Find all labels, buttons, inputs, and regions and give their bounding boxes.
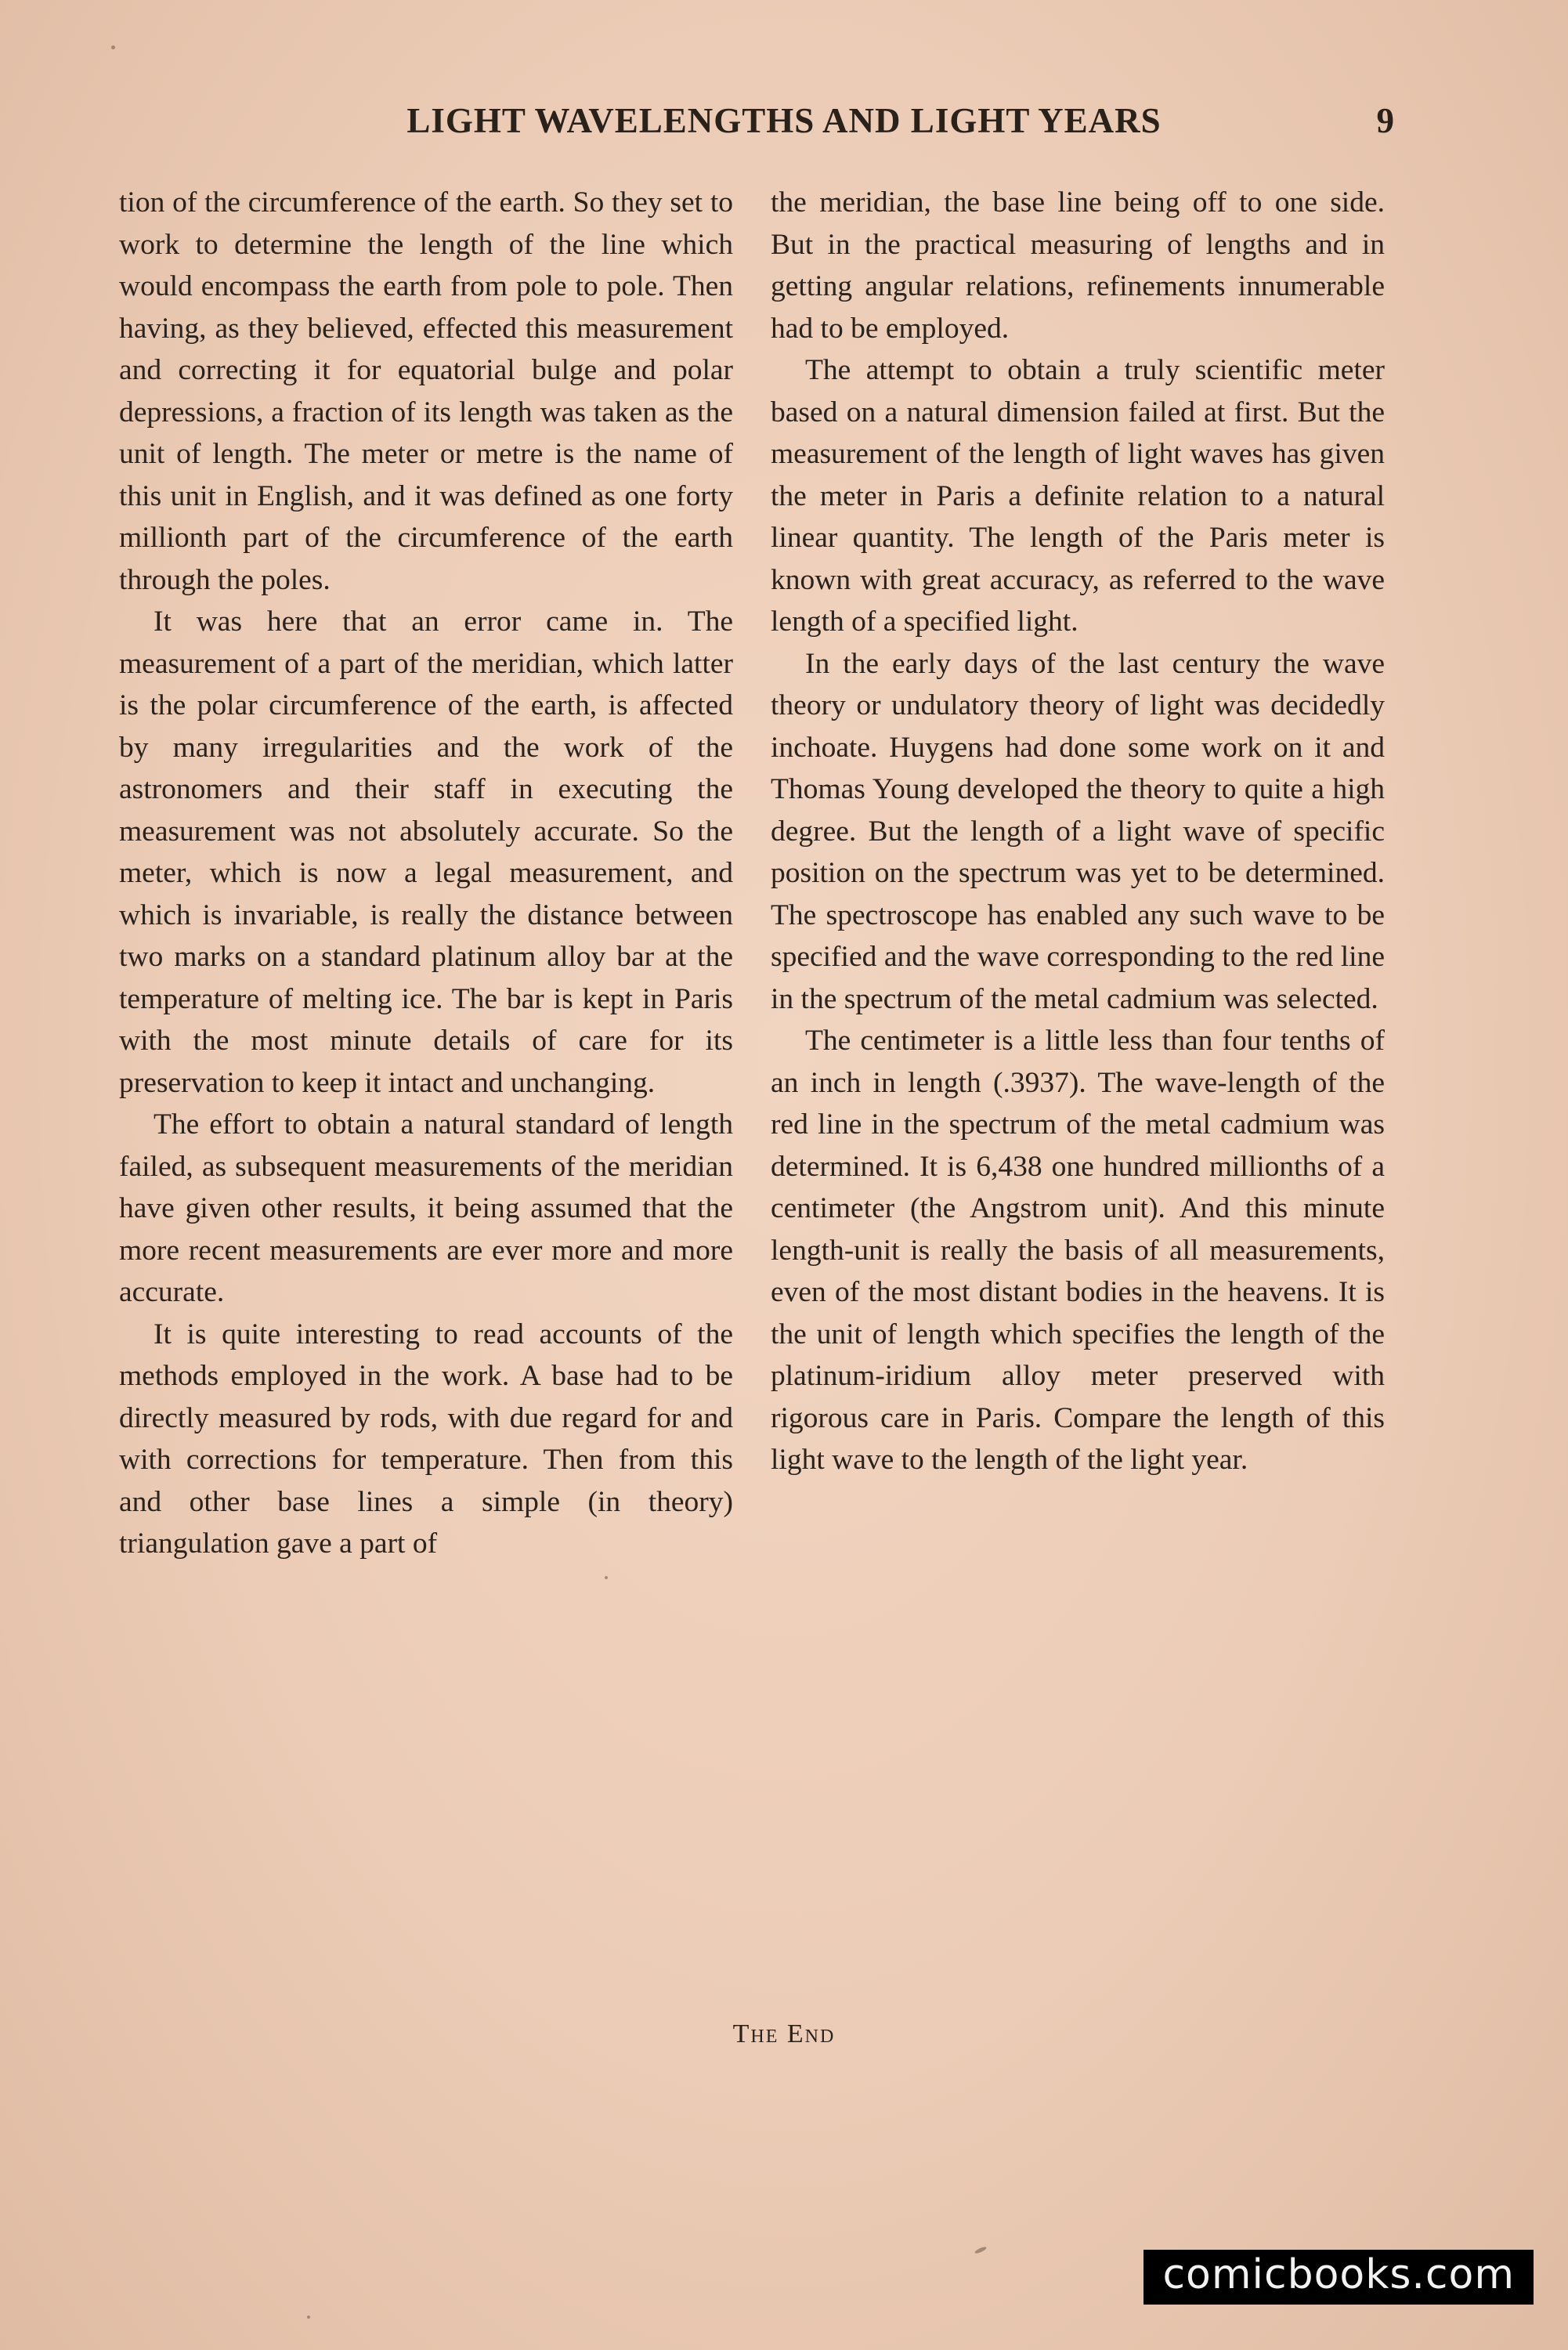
paper-speck — [307, 2316, 310, 2319]
running-title: LIGHT WAVELENGTHS AND LIGHT YEARS — [406, 101, 1162, 140]
right-paragraph-1: the meridian, the base line being off to one side. But in the practical measuring of lengths and in getting angular relations, refinements innumerable had to be employed. — [771, 186, 1385, 345]
page-number: 9 — [1376, 101, 1394, 140]
left-paragraph-4: It is quite interesting to read accounts of the methods employed in the work. A base had to be directly measured by rods, with due regard for and with corrections for temperature. Then from this and other base lines a simple (in theory) triangulation gave a part of — [119, 1318, 733, 1560]
left-paragraph-1: tion of the circumference of the earth. So they set to work to determine the length of the line which would encompass the earth from pole to pole. Then having, as they believed, effected this measurement and correcting it for equatorial bulge and polar depressions, a fraction of its length was taken as the unit of length. The meter or metre is the name of this unit in English, and it was defined as one forty millionth part of the circumference of the earth through the poles. — [119, 186, 733, 596]
right-paragraph-2: The attempt to obtain a truly scientific meter based on a natural dimension failed at first. But the measurement of the length of light waves has given the meter in Paris a definite relation to a natural linear quantity. The length of the Paris meter is known with great accuracy, as referred to the wave length of a specified light. — [771, 354, 1385, 638]
right-column — [771, 182, 1385, 1481]
site-watermark: comicbooks.com — [1143, 2250, 1534, 2305]
running-head — [117, 100, 1451, 155]
right-paragraph-4: The centimeter is a little less than four tenths of an inch in length (.3937). The wave-length of the red line in the spectrum of the metal cadmium was determined. It is 6,438 one hundred millionths of a centimeter (the Angstrom unit). And this minute length-unit is really the basis of all measurements, even of the most distant bodies in the heavens. It is the unit of length which specifies the length of the platinum-iridium alloy meter preserved with rigorous care in Paris. Compare the length of this light wave to the length of the light year. — [771, 1025, 1385, 1476]
paper-speck — [974, 2246, 988, 2254]
left-paragraph-3: The effort to obtain a natural standard of length failed, as subsequent measurements of the meridian have given other results, it being assumed that the more recent measurements are ever more and more accurate. — [119, 1108, 733, 1308]
paper-speck — [605, 1576, 608, 1579]
left-paragraph-2: It was here that an error came in. The measurement of a part of the meridian, which latter is the polar circumference of the earth, is affected by many irregularities and the work of the astronomers and their staff in executing the measurement was not absolutely accurate. So the meter, which is now a legal measurement, and which is invariable, is really the distance between two marks on a standard platinum alloy bar at the temperature of melting ice. The bar is kept in Paris with the most minute details of care for its preservation to keep it intact and unchanging. — [119, 606, 733, 1099]
right-paragraph-3: In the early days of the last century the wave theory or undulatory theory of light was decidedly inchoate. Huygens had done some work on it and Thomas Young developed the theory to quite a high degree. But the length of a light wave of specific position on the spectrum was yet to be determined. The spectroscope has enabled any such wave to be specified and the wave corresponding to the red line in the spectrum of the metal cadmium was selected. — [771, 647, 1385, 1015]
left-column — [119, 182, 733, 1565]
paper-speck — [111, 45, 115, 49]
the-end-label: The End — [732, 2019, 836, 2048]
